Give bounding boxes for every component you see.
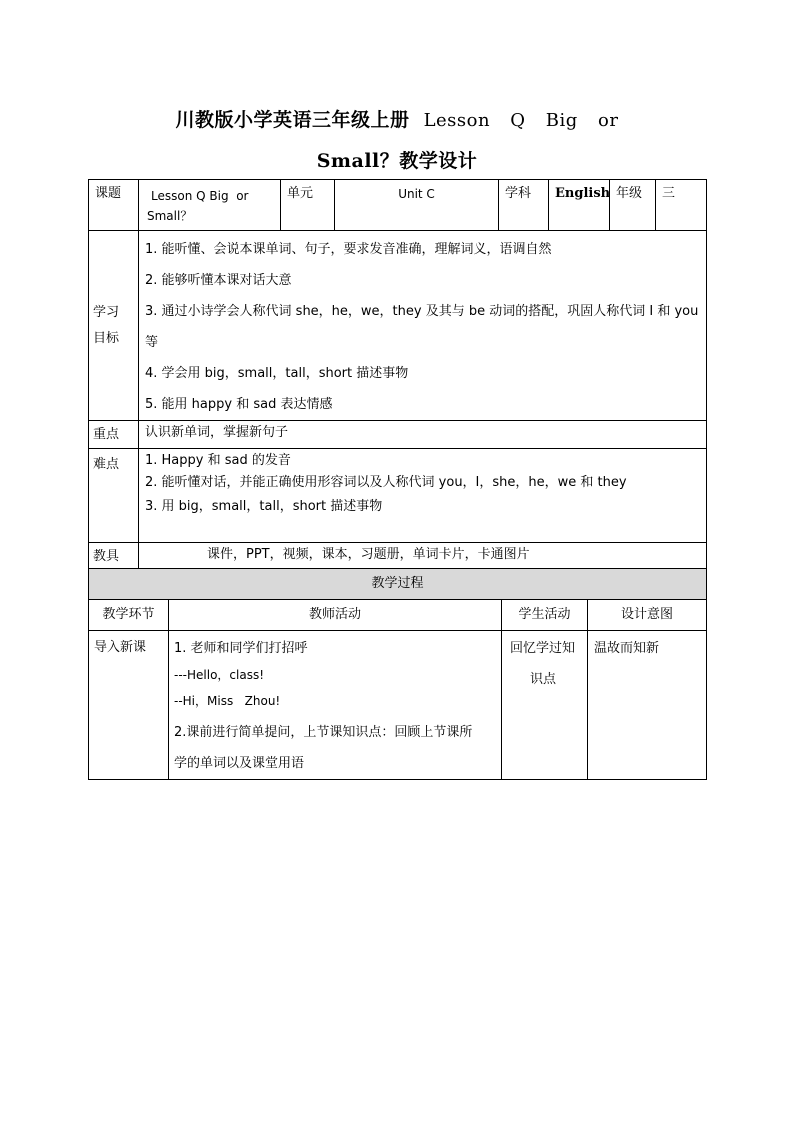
subject-value: English: [549, 180, 610, 231]
tools-label: 教具: [89, 543, 139, 571]
difficulties-content: [139, 449, 707, 543]
intent-cell: 温故而知新: [588, 631, 707, 780]
topic-cell: [139, 180, 281, 231]
column-stage: 教学环节: [89, 600, 169, 631]
difficulties-label: 难点: [89, 449, 139, 543]
difficulty-item: 1. Happy 和 sad 的发音: [145, 453, 291, 468]
column-intent: 设计意图: [588, 600, 707, 631]
title-en: Lesson Q Big or: [423, 110, 619, 131]
tools-row: [89, 543, 707, 571]
teacher-activity-line: 学的单词以及课堂用语: [174, 756, 305, 771]
difficulties-row: [89, 449, 707, 543]
subject-label: 学科: [499, 180, 549, 231]
stage-cell: 导入新课: [89, 631, 169, 780]
key-points-text: 认识新单词，掌握新句子: [139, 421, 707, 449]
difficulty-item: 3. 用 big，small，tall，short 描述事物: [145, 499, 383, 514]
topic-label: 课题: [89, 180, 139, 231]
title-cn: 川教版小学英语三年级上册: [175, 109, 410, 131]
info-row: [89, 180, 707, 231]
process-columns-row: [89, 600, 707, 631]
objective-item: 3. 通过小诗学会人称代词 she，he，we，they 及其与 be 动词的搭配，巩固人称代词 I 和 you: [145, 304, 699, 319]
student-activity-cell: [502, 631, 588, 780]
objectives-content: [139, 231, 707, 421]
lesson-info-table: [88, 179, 707, 571]
column-student: 学生活动: [502, 600, 588, 631]
grade-label: 年级: [610, 180, 656, 231]
teacher-activity-cell: [169, 631, 502, 780]
objective-item: 等: [145, 335, 159, 350]
grade-value: 三: [656, 180, 707, 231]
objectives-label: [89, 231, 139, 421]
teacher-activity-line: 1. 老师和同学们打招呼: [174, 641, 308, 656]
teaching-process-table: [88, 568, 707, 780]
topic-line-2: Small？: [147, 209, 193, 223]
objectives-row: [89, 231, 707, 421]
objective-item: 2. 能够听懂本课对话大意: [145, 273, 292, 288]
topic-line-1: Lesson Q Big or: [151, 189, 249, 203]
difficulty-item: 2. 能听懂对话，并能正确使用形容词以及人称代词 you，I，she，he，we 和 they: [145, 475, 627, 490]
teacher-activity-line: ---Hello，class!: [174, 668, 265, 682]
tools-text: 课件，PPT，视频，课本，习题册，单词卡片，卡通图片: [139, 543, 707, 571]
column-teacher: 教师活动: [169, 600, 502, 631]
teacher-activity-line: --Hi，Miss Zhou!: [174, 694, 281, 708]
key-points-label: 重点: [89, 421, 139, 449]
student-activity-line: 识点: [530, 672, 557, 687]
process-row: [89, 631, 707, 780]
teacher-activity-line: 2.课前进行简单提问，上节课知识点：回顾上节课所: [174, 725, 473, 740]
objective-item: 1. 能听懂、会说本课单词、句子，要求发音准确，理解词义，语调自然: [145, 242, 552, 257]
objective-item: 4. 学会用 big，small，tall，short 描述事物: [145, 366, 409, 381]
student-activity-line: 回忆学过知: [510, 641, 576, 656]
unit-label: 单元: [281, 180, 335, 231]
key-points-row: [89, 421, 707, 449]
objectives-label-2: 目标: [93, 330, 120, 346]
objectives-label-1: 学习: [93, 304, 120, 320]
process-header: 教学过程: [89, 569, 707, 600]
objective-item: 5. 能用 happy 和 sad 表达情感: [145, 397, 333, 412]
document-title-line-2: Small？教学设计: [316, 150, 478, 172]
process-header-row: [89, 569, 707, 600]
document-title-line-1: [0, 105, 794, 132]
unit-value: Unit C: [335, 180, 499, 231]
